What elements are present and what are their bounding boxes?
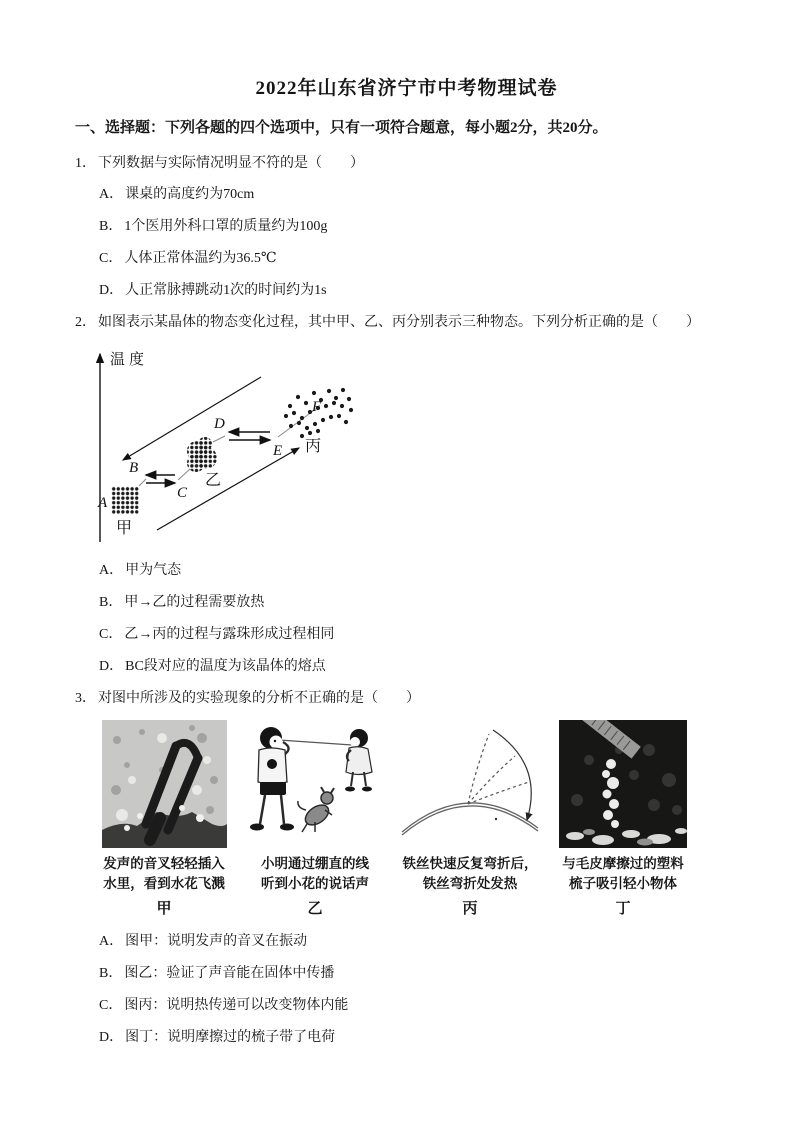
question-1-option-a bbox=[99, 185, 738, 204]
question-3-text: 对图中所涉及的实验现象的分析不正确的是（ ） bbox=[98, 691, 420, 706]
question-3 bbox=[75, 689, 738, 1047]
option-text: 甲→乙的过程需要放热 bbox=[124, 595, 265, 610]
question-3-figures bbox=[89, 720, 738, 918]
caption-line: 听到小花的说话声 bbox=[261, 876, 369, 891]
option-text: 人体正常体温约为36.5℃ bbox=[124, 251, 277, 266]
option-label: C． bbox=[99, 998, 123, 1013]
phase-change-diagram-svg bbox=[93, 344, 423, 544]
figure-bing-caption bbox=[403, 854, 538, 894]
question-2-option-a bbox=[99, 561, 738, 580]
option-label: B． bbox=[99, 595, 123, 610]
connector-solid bbox=[139, 479, 146, 486]
question-2 bbox=[75, 313, 738, 676]
option-label: B． bbox=[99, 966, 123, 981]
tuning-fork-photo bbox=[102, 720, 227, 848]
caption-line: 发声的音叉轻轻插入 bbox=[103, 856, 225, 871]
string-telephone-drawing bbox=[245, 720, 385, 848]
option-label: A． bbox=[99, 563, 124, 578]
caption-line: 水里，看到水花飞溅 bbox=[103, 876, 225, 891]
connector-liquid-left bbox=[178, 469, 190, 480]
point-f-label: F bbox=[312, 399, 322, 415]
question-2-option-c bbox=[99, 625, 738, 644]
question-2-number: 2． bbox=[75, 315, 96, 330]
connector-liquid-right bbox=[213, 436, 225, 442]
caption-line: 铁丝弯折处发热 bbox=[422, 876, 518, 891]
option-label: A． bbox=[99, 187, 124, 202]
point-c-label: C bbox=[177, 485, 188, 501]
bent-wire-diagram bbox=[396, 720, 544, 848]
gas-state-label: 丙 bbox=[305, 438, 322, 455]
point-e-label: E bbox=[273, 443, 283, 459]
question-1-option-c bbox=[99, 249, 738, 268]
figure-ding bbox=[549, 720, 697, 918]
question-1-text: 下列数据与实际情况明显不符的是（ ） bbox=[98, 156, 364, 171]
option-text: 人正常脉搏跳动1次的时间约为1s bbox=[125, 283, 327, 298]
figure-ding-label: 丁 bbox=[615, 901, 631, 917]
point-b-label: B bbox=[129, 460, 139, 476]
question-2-text: 如图表示某晶体的物态变化过程，其中甲、乙、丙分别表示三种物态。下列分析正确的是（ ） bbox=[98, 315, 700, 330]
temperature-axis-label: 温度 bbox=[110, 352, 149, 368]
liquid-state-cluster bbox=[187, 437, 217, 472]
figure-jia bbox=[89, 720, 239, 918]
question-3-option-b bbox=[99, 964, 738, 983]
solid-state-lattice bbox=[111, 486, 139, 514]
option-label: A． bbox=[99, 934, 124, 949]
option-text: 图丙：说明热传递可以改变物体内能 bbox=[124, 998, 349, 1013]
caption-line: 梳子吸引轻小物体 bbox=[569, 876, 677, 891]
question-3-option-d bbox=[99, 1028, 738, 1047]
liquid-state-label: 乙 bbox=[205, 472, 222, 489]
question-2-option-d bbox=[99, 657, 738, 676]
option-text: 1个医用外科口罩的质量约为100g bbox=[124, 219, 328, 234]
figure-yi-label: 乙 bbox=[307, 901, 323, 917]
question-3-options bbox=[99, 932, 738, 1047]
option-text: BC段对应的温度为该晶体的熔点 bbox=[125, 659, 326, 674]
option-text: 图乙：验证了声音能在固体中传播 bbox=[124, 966, 335, 981]
figure-yi-caption bbox=[261, 854, 369, 894]
section-header: 一、选择题：下列各题的四个选项中，只有一项符合题意，每小题2分，共20分。 bbox=[75, 120, 608, 136]
figure-jia-caption bbox=[103, 854, 225, 894]
question-3-stem bbox=[75, 689, 738, 708]
page-title: 2022年山东省济宁市中考物理试卷 bbox=[255, 78, 558, 99]
figure-bing-label: 丙 bbox=[462, 901, 478, 917]
figure-ding-caption bbox=[562, 854, 684, 894]
option-text: 课桌的高度约为70cm bbox=[125, 187, 255, 202]
figure-yi bbox=[239, 720, 391, 918]
question-1-option-b bbox=[99, 217, 738, 236]
solid-state-label: 甲 bbox=[116, 520, 133, 537]
option-text: 乙→丙的过程与露珠形成过程相同 bbox=[124, 627, 335, 642]
caption-line: 小明通过绷直的线 bbox=[261, 856, 369, 871]
caption-line: 铁丝快速反复弯折后， bbox=[402, 856, 538, 871]
question-2-stem bbox=[75, 313, 738, 332]
question-2-options bbox=[99, 561, 738, 676]
option-label: B． bbox=[99, 219, 123, 234]
point-d-label: D bbox=[214, 416, 225, 432]
question-1-stem bbox=[75, 154, 738, 173]
point-a-label: A bbox=[98, 495, 108, 511]
option-label: D． bbox=[99, 1030, 124, 1045]
option-text: 甲为气态 bbox=[125, 563, 182, 578]
question-1-option-d bbox=[99, 281, 738, 300]
option-label: D． bbox=[99, 283, 124, 298]
figure-bing bbox=[391, 720, 549, 918]
question-1 bbox=[75, 154, 738, 300]
question-3-option-c bbox=[99, 996, 738, 1015]
option-text: 图丁：说明摩擦过的梳子带了电荷 bbox=[125, 1030, 336, 1045]
comb-attraction-photo bbox=[559, 720, 687, 848]
phase-change-diagram bbox=[93, 344, 738, 549]
caption-line: 与毛皮摩擦过的塑料 bbox=[562, 856, 684, 871]
question-2-option-b bbox=[99, 593, 738, 612]
option-label: C． bbox=[99, 627, 123, 642]
question-3-number: 3． bbox=[75, 691, 96, 706]
question-1-number: 1． bbox=[75, 156, 96, 171]
question-3-option-a bbox=[99, 932, 738, 951]
figure-jia-label: 甲 bbox=[156, 901, 172, 917]
option-label: D． bbox=[99, 659, 124, 674]
question-1-options bbox=[99, 185, 738, 300]
option-label: C． bbox=[99, 251, 123, 266]
option-text: 图甲：说明发声的音叉在振动 bbox=[125, 934, 308, 949]
